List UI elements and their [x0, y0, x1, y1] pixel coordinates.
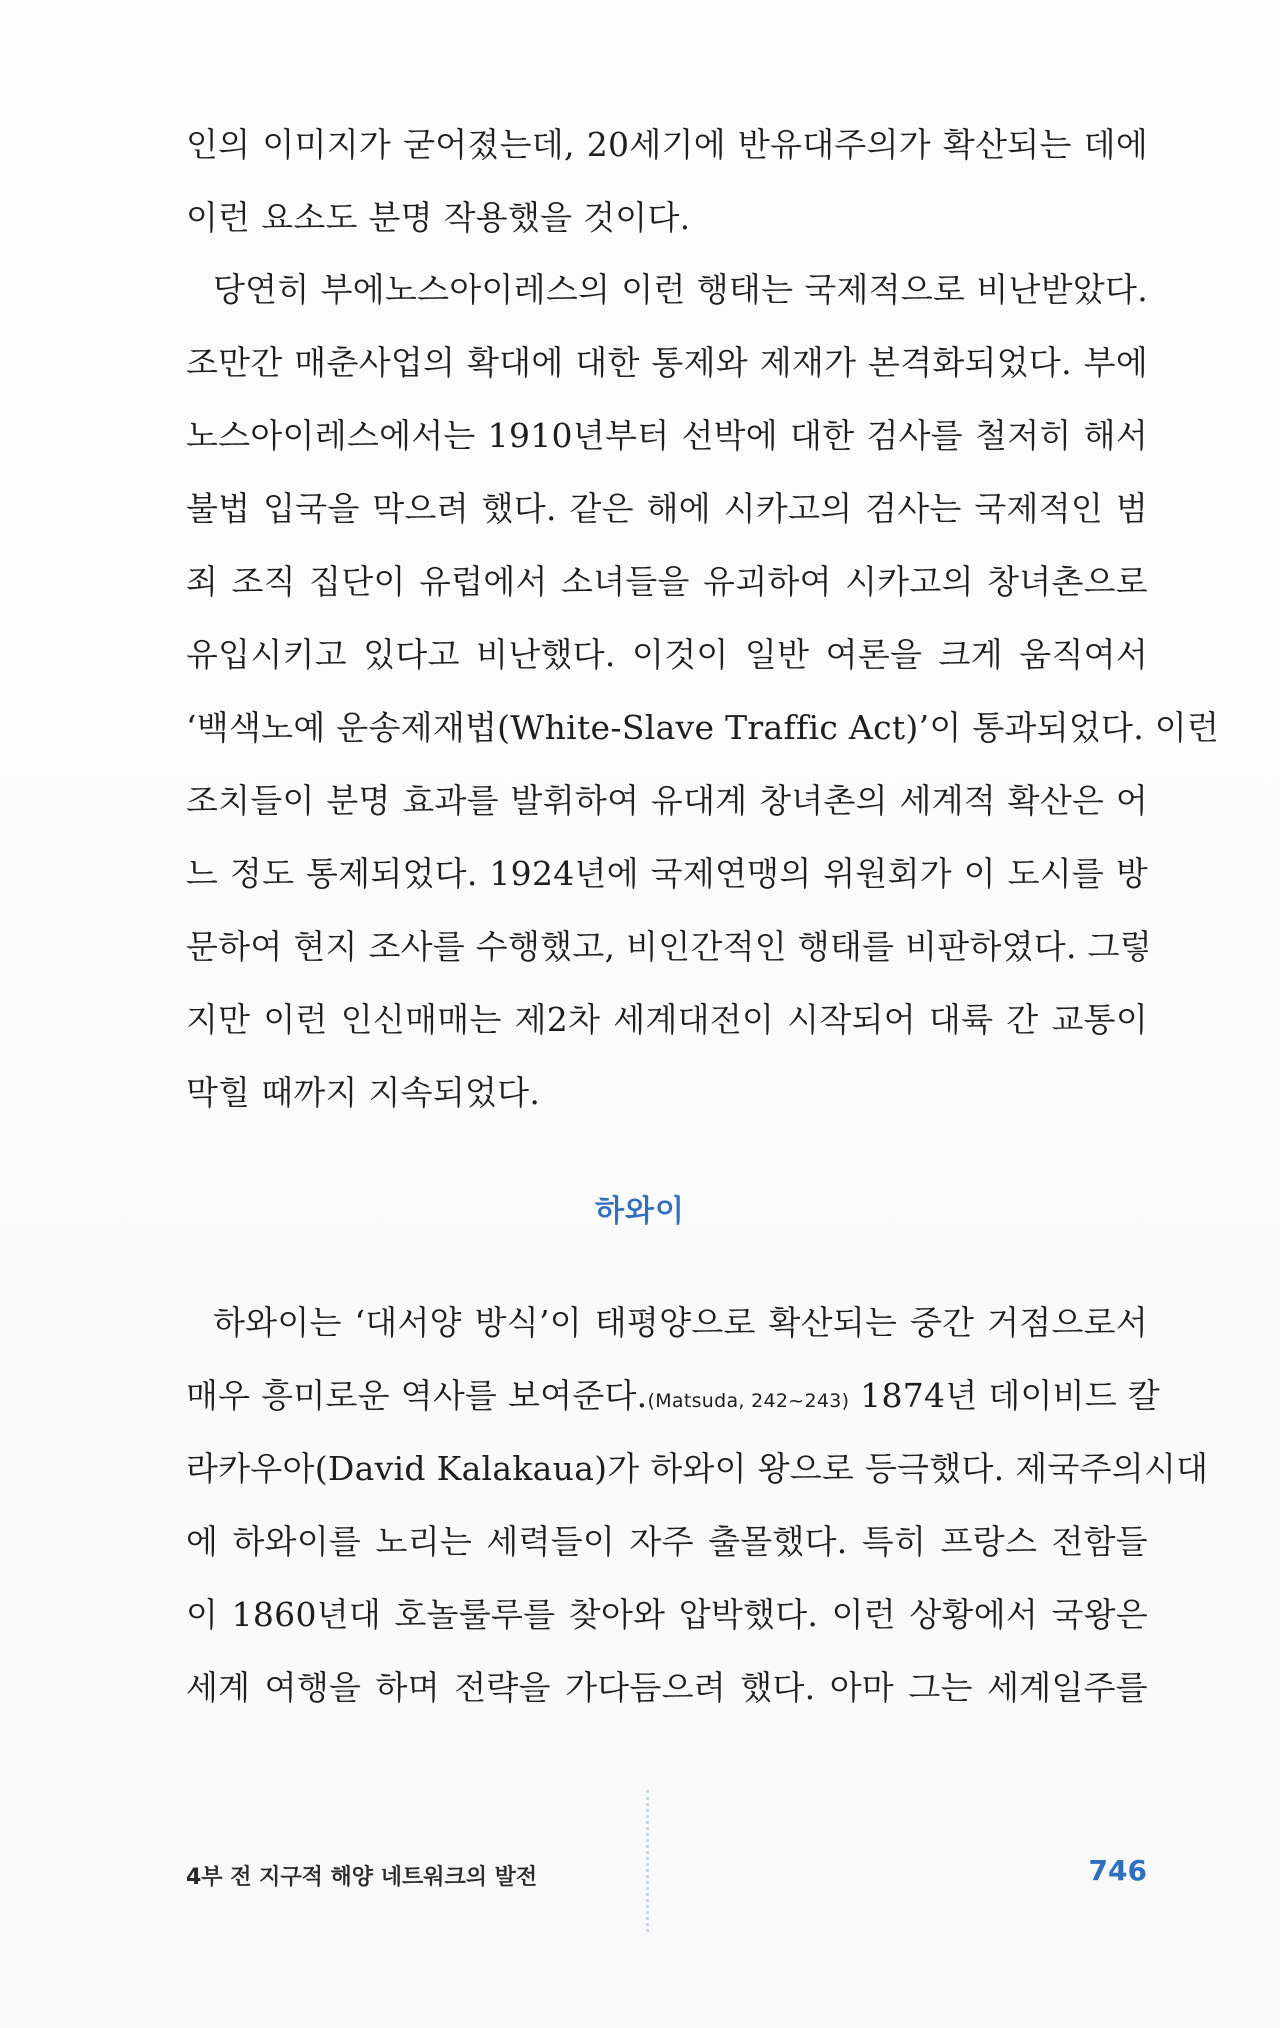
text-line: 이런 요소도 분명 작용했을 것이다. [186, 198, 691, 237]
text-line: ‘백색노예 운송제재법(White-Slave Traffic Act)’이 통과되었다. 이런 [186, 708, 1220, 747]
section-heading: 하와이 [595, 1194, 685, 1229]
citation: (Matsuda, 242~243) [647, 1390, 850, 1412]
text-line: 세계 여행을 하며 전략을 가다듬으려 했다. 아마 그는 세계일주를 [186, 1668, 1148, 1707]
text-line: 이 1860년대 호놀룰루를 찾아와 압박했다. 이런 상황에서 국왕은 [186, 1595, 1148, 1634]
line-prefix: 매우 흥미로운 역사를 보여준다. [186, 1376, 648, 1415]
text-line: 인의 이미지가 굳어졌는데, 20세기에 반유대주의가 확산되는 데에 [186, 125, 1148, 164]
text-line: 막힐 때까지 지속되었다. [186, 1073, 541, 1112]
text-line: 라카우아(David Kalakaua)가 하와이 왕으로 등극했다. 제국주의시대 [186, 1449, 1209, 1488]
page-number: 746 [1088, 1854, 1147, 1887]
text-line: 노스아이레스에서는 1910년부터 선박에 대한 검사를 철저히 해서 [186, 416, 1148, 455]
text-line-with-citation [186, 1359, 1161, 1432]
paragraph-1 [186, 108, 1148, 254]
text-line: 당연히 부에노스아이레스의 이런 행태는 국제적으로 비난받았다. [213, 270, 1148, 309]
text-line: 조치들이 분명 효과를 발휘하여 유대계 창녀촌의 세계적 확산은 어 [186, 781, 1148, 820]
text-line: 지만 이런 인신매매는 제2차 세계대전이 시작되어 대륙 간 교통이 [186, 1000, 1148, 1039]
running-footer-title: 4부 전 지구적 해양 네트워크의 발전 [186, 1865, 538, 1890]
text-line: 문하여 현지 조사를 수행했고, 비인간적인 행태를 비판하였다. 그렇 [186, 927, 1152, 966]
text-line: 느 정도 통제되었다. 1924년에 국제연맹의 위원회가 이 도시를 방 [186, 854, 1148, 893]
footer-divider [646, 1790, 649, 1932]
text-line: 불법 입국을 막으려 했다. 같은 해에 시카고의 검사는 국제적인 범 [186, 489, 1148, 528]
text-line: 에 하와이를 노리는 세력들이 자주 출몰했다. 특히 프랑스 전함들 [186, 1522, 1148, 1561]
paragraph-2 [186, 253, 1220, 1129]
paragraph-3 [186, 1286, 1209, 1724]
text-line: 죄 조직 집단이 유럽에서 소녀들을 유괴하여 시카고의 창녀촌으로 [186, 562, 1148, 601]
text-line: 유입시키고 있다고 비난했다. 이것이 일반 여론을 크게 움직여서 [186, 635, 1148, 674]
text-line: 하와이는 ‘대서양 방식’이 태평양으로 확산되는 중간 거점으로서 [213, 1303, 1148, 1342]
text-line: 조만간 매춘사업의 확대에 대한 통제와 제재가 본격화되었다. 부에 [186, 343, 1148, 382]
line-suffix: 1874년 데이비드 칼 [860, 1376, 1161, 1415]
